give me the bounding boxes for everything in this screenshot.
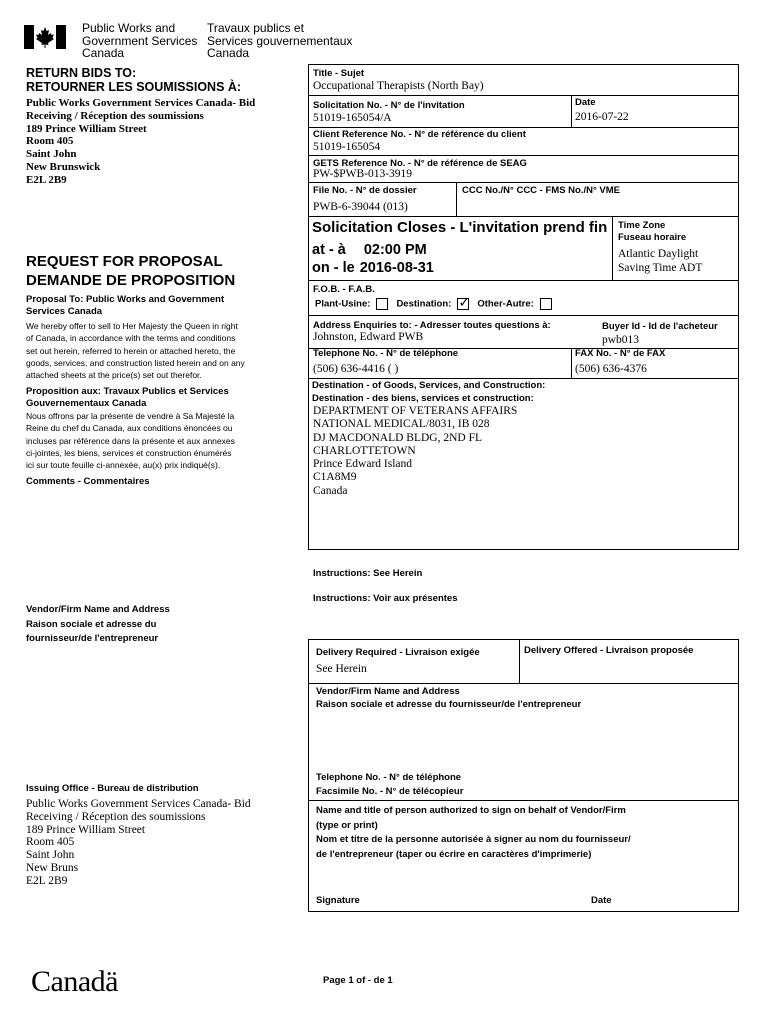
date-value[interactable]: 2016-07-22 xyxy=(575,111,629,123)
buyer-id-value[interactable]: pwb013 xyxy=(602,334,640,346)
label-line: Destination - of Goods, Services, and Construction: xyxy=(312,380,546,391)
signature-date-label: Date xyxy=(591,895,612,906)
issuing-office-label: Issuing Office - Bureau de distribution xyxy=(26,783,199,794)
value-line: Saving Time ADT xyxy=(618,262,703,274)
destination-checkbox[interactable] xyxy=(457,298,469,310)
on-label: on - le xyxy=(312,260,355,276)
address-line: 189 Prince William Street xyxy=(26,823,146,836)
client-reference-label: Client Reference No. - N° de référence du client xyxy=(313,129,526,140)
heading-line: Gouvernementaux Canada xyxy=(26,398,147,409)
body-line: incluses par référence dans la présente et aux annexes xyxy=(26,435,235,446)
destination-goods-label xyxy=(312,380,545,405)
instructions-en: Instructions: See Herein xyxy=(313,568,423,579)
label-line: Destination - des biens, services et construction: xyxy=(312,392,534,404)
fob-label: F.O.B. - F.A.B. xyxy=(313,284,375,295)
return-bids-title-en: RETURN BIDS TO: xyxy=(26,66,137,80)
other-label: Other-Autre: xyxy=(477,298,534,310)
date-label: Date xyxy=(575,97,596,108)
address-line: Receiving / Réception des soumissions xyxy=(26,810,206,823)
label-line: de l'entrepreneur (taper ou écrire en caractères d'imprimerie) xyxy=(316,848,592,860)
title-label: Title - Sujet xyxy=(313,68,365,79)
address-line: CHARLOTTETOWN xyxy=(313,444,416,457)
address-line: E2L 2B9 xyxy=(26,874,68,887)
heading-line: Proposal To: Public Works and Government xyxy=(26,294,225,305)
delivery-required-value[interactable]: See Herein xyxy=(316,663,367,675)
address-line: DJ MACDONALD BLDG, 2ND FL xyxy=(313,431,482,444)
fob-options xyxy=(315,298,558,310)
label-line: (type or print) xyxy=(316,819,378,831)
logo-text-fr-2: Services gouvernementaux xyxy=(207,33,353,48)
comments-label: Comments - Commentaires xyxy=(26,476,150,487)
proposal-to-body xyxy=(26,320,245,381)
vendor-firm-label xyxy=(316,685,581,711)
at-label: at - à xyxy=(312,242,346,258)
buyer-id-label: Buyer Id - Id de l'acheteur xyxy=(602,321,718,332)
address-enquiries-value[interactable]: Johnston, Edward PWB xyxy=(313,331,424,343)
label-line: Time Zone xyxy=(618,220,666,231)
return-bids-title-fr: RETOURNER LES SOUMISSIONS À: xyxy=(26,80,242,94)
label-line: Fuseau horaire xyxy=(618,232,687,243)
return-bids-address xyxy=(26,97,255,187)
address-enquiries-label: Address Enquiries to: - Adresser toutes questions à: xyxy=(313,320,551,331)
body-line: of Canada, in accordance with the terms and conditions xyxy=(26,333,236,344)
address-line: Canada xyxy=(313,484,348,497)
address-line: Receiving / Réception des soumissions xyxy=(26,109,204,122)
fax-value[interactable]: (506) 636-4376 xyxy=(575,363,647,375)
canada-wordmark: Canadä xyxy=(31,965,118,998)
canada-flag-icon xyxy=(24,25,66,49)
label-line: Vendor/Firm Name and Address xyxy=(26,604,170,615)
other-checkbox[interactable] xyxy=(540,298,552,310)
time-zone-value[interactable] xyxy=(618,247,702,275)
address-line: C1A8M9 xyxy=(313,471,357,484)
label-line: Name and title of person authorized to sign on behalf of Vendor/Firm xyxy=(316,805,626,816)
telephone-value[interactable]: (506) 636-4416 ( ) xyxy=(313,363,399,375)
delivery-required-label: Delivery Required - Livraison exigée xyxy=(316,647,480,658)
issuing-office-address xyxy=(26,798,251,888)
heading-line: Proposition aux: Travaux Publics et Services xyxy=(26,386,229,397)
address-line: Prince Edward Island xyxy=(313,458,412,471)
label-line: Raison sociale et adresse du xyxy=(26,618,157,630)
ccc-number-label: CCC No./N° CCC - FMS No./N° VME xyxy=(462,185,621,196)
address-line: Room 405 xyxy=(26,135,74,148)
page-number: Page 1 of - de 1 xyxy=(323,975,393,986)
body-line: set out herein, referred to herein or attached hereto, the xyxy=(26,345,236,356)
rfp-title-en: REQUEST FOR PROPOSAL xyxy=(26,253,223,270)
closing-date-value[interactable]: 2016-08-31 xyxy=(359,260,434,276)
plant-label: Plant-Usine: xyxy=(315,298,371,310)
closing-time-value[interactable]: 02:00 PM xyxy=(363,242,427,258)
body-line: attached sheets at the price(s) set out therefor. xyxy=(26,370,202,381)
plant-checkbox[interactable] xyxy=(376,298,388,310)
vendor-firm-left-label xyxy=(26,603,170,647)
address-line: 189 Prince William Street xyxy=(26,122,147,135)
body-line: Reine du chef du Canada, aux conditions énoncées ou xyxy=(26,423,233,434)
proposal-to-heading xyxy=(26,294,224,318)
logo-text-en-3: Canada xyxy=(82,46,125,60)
telephone-label: Telephone No. - N° de téléphone xyxy=(313,348,459,359)
solicitation-number-value[interactable]: 51019-165054/A xyxy=(313,112,392,124)
address-line: Public Works Government Services Canada- Bid xyxy=(26,798,251,810)
vendor-facsimile-label: Facsimile No. - N° de télécopieur xyxy=(316,786,464,797)
vendor-contact-labels xyxy=(316,771,463,799)
proposition-aux-heading xyxy=(26,386,229,410)
address-line: Saint John xyxy=(26,148,77,161)
fax-label: FAX No. - N° de FAX xyxy=(575,348,666,359)
logo-text-fr-3: Canada xyxy=(207,46,250,60)
destination-label: Destination: xyxy=(396,298,452,310)
body-line: We hereby offer to sell to Her Majesty the Queen in right xyxy=(26,321,238,331)
address-line: DEPARTMENT OF VETERANS AFFAIRS xyxy=(313,405,518,417)
destination-address[interactable] xyxy=(313,405,517,498)
heading-line: Services Canada xyxy=(26,306,103,317)
instructions-fr: Instructions: Voir aux présentes xyxy=(313,593,458,604)
body-line: ci-jointes, les biens, services et construction énumérés xyxy=(26,447,232,458)
gets-reference-value[interactable]: PW-$PWB-013-3919 xyxy=(313,168,413,180)
address-line: Room 405 xyxy=(26,836,75,849)
address-line: Saint John xyxy=(26,849,75,862)
address-line: Public Works Government Services Canada- Bid xyxy=(26,97,256,109)
address-line: New Brunswick xyxy=(26,160,101,173)
delivery-offered-label: Delivery Offered - Livraison proposée xyxy=(524,645,694,656)
label-line: Nom et titre de la personne autorisée à signer au nom du fournisseur/ xyxy=(316,834,631,846)
solicitation-number-label: Solicitation No. - N° de l'invitation xyxy=(313,100,465,111)
address-line: NATIONAL MEDICAL/8031, IB 028 xyxy=(313,418,490,431)
client-reference-value[interactable]: 51019-165054 xyxy=(313,141,381,153)
label-line: Vendor/Firm Name and Address xyxy=(316,686,460,697)
body-line: Nous offrons par la présente de vendre à Sa Majesté la xyxy=(26,411,235,421)
body-line: goods, services, and construction listed herein and on any xyxy=(26,357,245,368)
file-number-label: File No. - N° de dossier xyxy=(313,185,417,196)
address-line: E2L 2B9 xyxy=(26,173,67,186)
time-zone-label xyxy=(618,220,686,244)
government-logo xyxy=(24,22,354,62)
vendor-telephone-label: Telephone No. - N° de téléphone xyxy=(316,772,462,783)
label-line: Raison sociale et adresse du fournisseur/de l'entrepreneur xyxy=(316,699,582,710)
file-number-value[interactable]: PWB-6-39044 (013) xyxy=(313,201,408,213)
body-line: ici sur toute feuille ci-annexée, au(x) prix indiqué(s). xyxy=(26,460,221,471)
authorized-person-label xyxy=(316,804,631,862)
proposition-aux-body xyxy=(26,410,235,471)
address-line: New Bruns xyxy=(26,861,79,874)
signature-label: Signature xyxy=(316,895,360,906)
logo-text-fr-1: Travaux publics et xyxy=(207,21,304,35)
logo-text-en-1: Public Works and xyxy=(82,21,176,35)
solicitation-closes-title: Solicitation Closes - L'invitation prend fin xyxy=(312,219,608,236)
gets-reference-label: GETS Reference No. - N° de référence de SEAG xyxy=(313,158,527,169)
label-line: fournisseur/de l'entrepreneur xyxy=(26,633,159,644)
title-value[interactable]: Occupational Therapists (North Bay) xyxy=(313,80,484,92)
logo-text-en-2: Government Services xyxy=(82,33,198,48)
value-line: Atlantic Daylight xyxy=(618,248,699,260)
rfp-title-fr: DEMANDE DE PROPOSITION xyxy=(26,272,236,289)
